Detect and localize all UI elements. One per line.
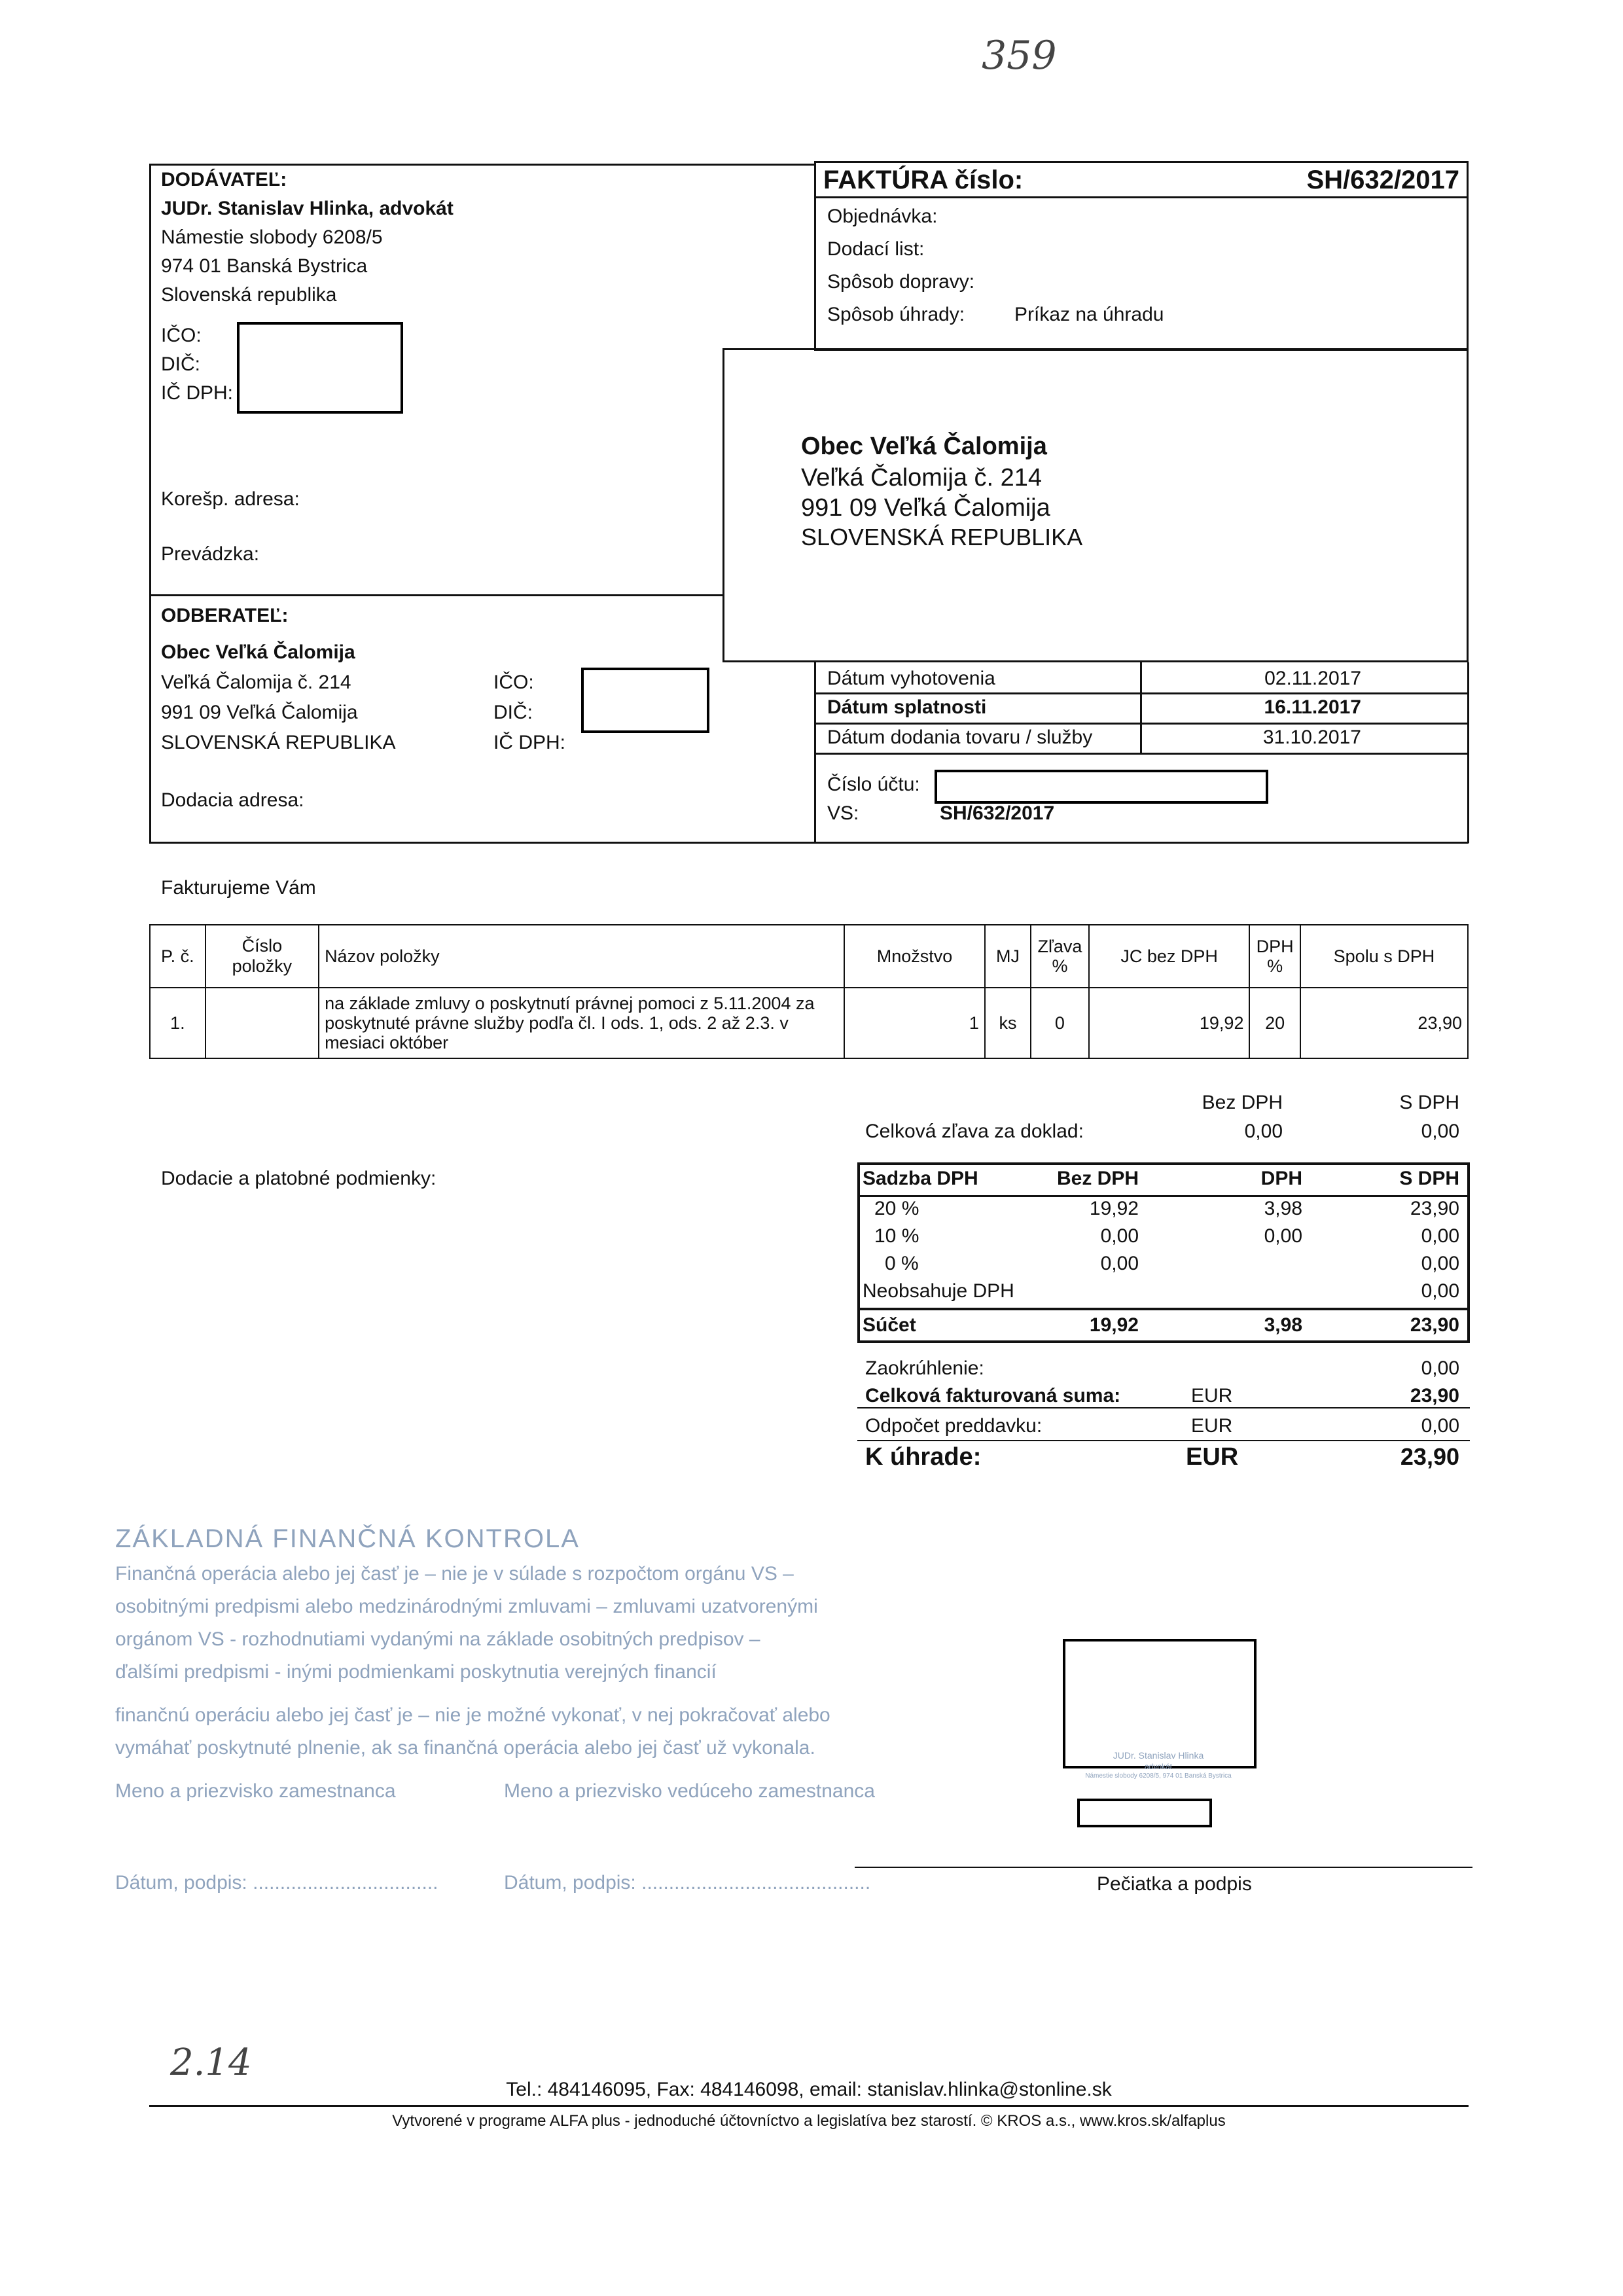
discount-s-header: S DPH	[1399, 1092, 1459, 1113]
vat-row-20-vat: 3,98	[1264, 1198, 1302, 1219]
total-currency: EUR	[1191, 1385, 1233, 1407]
supplier-dic-label: DIČ:	[161, 353, 200, 375]
discount-s-value: 0,00	[1421, 1121, 1459, 1142]
control-stamp-date-label-1: Dátum, podpis: ..................................	[115, 1872, 438, 1893]
company-stamp-line-3: Námestie slobody 6208/5, 974 01 Banská Bystrica	[1085, 1772, 1232, 1780]
vat-header-rate: Sadzba DPH	[863, 1168, 978, 1189]
control-stamp-line-6: vymáhať poskytnuté plnenie, ak sa finančná operácia alebo jej časť už vykonala.	[115, 1737, 815, 1759]
supplier-ico-label: IČO:	[161, 325, 202, 346]
col-header-unit: MJ	[985, 925, 1031, 988]
control-stamp-line-1: Finančná operácia alebo jej časť je – nie je v súlade s rozpočtom orgánu VS –	[115, 1563, 794, 1585]
handwritten-note: 2.14	[170, 2041, 252, 2084]
vat-row-10-total: 0,00	[1421, 1225, 1459, 1247]
control-stamp-date-label-2: Dátum, podpis: ..........................................	[504, 1872, 871, 1893]
intro-text: Fakturujeme Vám	[161, 877, 316, 899]
discount-bez-value: 0,00	[1244, 1121, 1283, 1142]
date-delivery-value: 31.10.2017	[1262, 726, 1361, 748]
vat-row-20-total: 23,90	[1410, 1198, 1459, 1219]
supplier-bottom-rule	[149, 594, 722, 596]
supplier-ids-redaction	[237, 322, 403, 414]
invoice-transport-label: Spôsob dopravy:	[827, 271, 975, 293]
item-total: 23,90	[1300, 988, 1468, 1058]
account-label: Číslo účtu:	[827, 774, 920, 795]
customer-street: Veľká Čalomija č. 214	[161, 672, 351, 693]
company-stamp-redaction	[1077, 1799, 1212, 1827]
recipient-city: 991 09 Veľká Čalomija	[801, 494, 1050, 522]
recipient-street: Veľká Čalomija č. 214	[801, 464, 1043, 492]
vat-row-20-base: 19,92	[1089, 1198, 1139, 1219]
control-stamp-title: ZÁKLADNÁ FINANČNÁ KONTROLA	[115, 1524, 580, 1553]
item-name: na základe zmluvy o poskytnutí právnej pomoci z 5.11.2004 za poskytnuté právne služby podľa čl. I ods. 1, ods. 2 až 2.3. v mesiaci október	[319, 988, 844, 1058]
supplier-koresp-label: Korešp. adresa:	[161, 488, 300, 510]
col-header-vat-rate: DPH %	[1249, 925, 1300, 988]
invoice-title: FAKTÚRA číslo:	[823, 166, 1024, 194]
signature-redaction	[1063, 1639, 1257, 1768]
conditions-label: Dodacie a platobné podmienky:	[161, 1168, 437, 1189]
customer-dic-label: DIČ:	[493, 702, 533, 723]
advance-value: 0,00	[1421, 1415, 1459, 1437]
customer-name: Obec Veľká Čalomija	[161, 641, 355, 663]
items-header-row	[150, 925, 1468, 988]
supplier-heading: DODÁVATEĽ:	[161, 169, 287, 190]
item-discount: 0	[1031, 988, 1089, 1058]
date-issued-label: Dátum vyhotovenia	[827, 668, 995, 689]
invoice-delivery-note-label: Dodací list:	[827, 238, 925, 260]
table-row	[150, 988, 1468, 1058]
date-due-label: Dátum splatnosti	[827, 696, 987, 718]
signature-label: Pečiatka a podpis	[1097, 1873, 1252, 1895]
total-label: Celková fakturovaná suma:	[865, 1385, 1121, 1407]
col-header-discount: Zľava %	[1031, 925, 1089, 988]
company-stamp-line-1: JUDr. Stanislav Hlinka	[1113, 1750, 1204, 1761]
footer-contact: Tel.: 484146095, Fax: 484146098, email: stanislav.hlinka@stonline.sk	[506, 2079, 1112, 2100]
invoice-payment-method-value: Príkaz na úhradu	[1014, 304, 1164, 325]
vat-row-10-vat: 0,00	[1264, 1225, 1302, 1247]
supplier-street: Námestie slobody 6208/5	[161, 226, 383, 248]
amount-due-value: 23,90	[1400, 1443, 1459, 1470]
amount-due-currency: EUR	[1186, 1443, 1239, 1471]
date-due-value: 16.11.2017	[1264, 696, 1361, 718]
items-table	[149, 924, 1469, 1059]
advance-currency: EUR	[1191, 1415, 1233, 1437]
company-stamp-line-2: advokát	[1144, 1762, 1173, 1771]
item-vat-rate: 20	[1249, 988, 1300, 1058]
item-unit-price: 19,92	[1089, 988, 1250, 1058]
invoice-title-rule	[814, 196, 1469, 198]
col-header-pc: P. č.	[150, 925, 205, 988]
col-header-unit-price: JC bez DPH	[1089, 925, 1250, 988]
control-stamp-name-label-1: Meno a priezvisko zamestnanca	[115, 1780, 396, 1802]
vs-label: VS:	[827, 802, 859, 824]
customer-icdph-label: IČ DPH:	[493, 732, 566, 753]
col-header-item-name: Názov položky	[319, 925, 844, 988]
item-quantity: 1	[844, 988, 985, 1058]
customer-heading: ODBERATEĽ:	[161, 605, 289, 626]
amount-due-label: K úhrade:	[865, 1443, 982, 1471]
rounding-label: Zaokrúhlenie:	[865, 1357, 984, 1379]
vat-header-vat: DPH	[1260, 1168, 1302, 1189]
total-rule	[857, 1407, 1470, 1408]
account-redaction	[935, 770, 1268, 804]
control-stamp-line-2: osobitnými predpismi alebo medzinárodnými zmluvami – zmluvami uzatvorenými	[115, 1596, 818, 1617]
supplier-city: 974 01 Banská Bystrica	[161, 255, 368, 277]
supplier-prevadzka-label: Prevádzka:	[161, 543, 260, 565]
control-stamp-line-3: orgánom VS - rozhodnutiami vydanými na základe osobitných predpisov –	[115, 1628, 760, 1650]
rounding-value: 0,00	[1421, 1357, 1459, 1379]
total-value: 23,90	[1410, 1385, 1459, 1407]
footer-software: Vytvorené v programe ALFA plus - jednoduché účtovníctvo a legislatíva bez starostí. © KROS a.s., www.kros.sk/alfaplus	[392, 2112, 1226, 2130]
vat-row-none-total: 0,00	[1421, 1280, 1459, 1302]
supplier-icdph-label: IČ DPH:	[161, 382, 234, 404]
supplier-country: Slovenská republika	[161, 284, 337, 306]
supplier-name: JUDr. Stanislav Hlinka, advokát	[161, 198, 454, 219]
vat-header-rule	[857, 1195, 1470, 1197]
vat-sum-rule	[857, 1308, 1470, 1310]
vat-header-base: Bez DPH	[1056, 1168, 1139, 1189]
vat-row-none-rate: Neobsahuje DPH	[863, 1280, 1014, 1302]
col-header-quantity: Množstvo	[844, 925, 985, 988]
vat-row-20-rate: 20 %	[874, 1198, 919, 1219]
item-pc: 1.	[150, 988, 205, 1058]
signature-rule	[855, 1867, 1472, 1868]
discount-bez-header: Bez DPH	[1202, 1092, 1283, 1113]
control-stamp-name-label-2: Meno a priezvisko vedúceho zamestnanca	[504, 1780, 875, 1802]
vat-sum-vat: 3,98	[1264, 1314, 1302, 1336]
control-stamp-line-4: ďalšími predpismi - inými podmienkami poskytnutia verejných financií	[115, 1661, 717, 1683]
customer-country: SLOVENSKÁ REPUBLIKA	[161, 732, 396, 753]
customer-city: 991 09 Veľká Čalomija	[161, 702, 358, 723]
col-header-total: Spolu s DPH	[1300, 925, 1468, 988]
footer-rule	[149, 2105, 1469, 2107]
item-unit: ks	[985, 988, 1031, 1058]
vat-row-0-rate: 0 %	[885, 1253, 919, 1274]
vat-sum-label: Súčet	[863, 1314, 916, 1336]
handwritten-page-number: 359	[982, 33, 1057, 79]
advance-rule	[857, 1440, 1470, 1441]
discount-label: Celková zľava za doklad:	[865, 1121, 1084, 1142]
header-top-rule	[149, 164, 814, 166]
col-header-item-number: Číslo položky	[205, 925, 319, 988]
vat-row-10-rate: 10 %	[874, 1225, 919, 1247]
vs-value: SH/632/2017	[940, 802, 1055, 824]
vat-row-0-total: 0,00	[1421, 1253, 1459, 1274]
recipient-country: SLOVENSKÁ REPUBLIKA	[801, 524, 1083, 550]
date-issued-value: 02.11.2017	[1264, 668, 1361, 689]
customer-delivery-label: Dodacia adresa:	[161, 789, 304, 811]
vat-sum-base: 19,92	[1089, 1314, 1139, 1336]
recipient-name: Obec Veľká Čalomija	[801, 433, 1047, 460]
advance-label: Odpočet preddavku:	[865, 1415, 1043, 1437]
customer-ids-redaction	[581, 668, 709, 733]
supplier-left-border	[149, 164, 151, 843]
invoice-payment-method-label: Spôsob úhrady:	[827, 304, 965, 325]
vat-header-total: S DPH	[1399, 1168, 1459, 1189]
invoice-number: SH/632/2017	[1306, 166, 1459, 194]
vat-row-10-base: 0,00	[1100, 1225, 1139, 1247]
date-delivery-label: Dátum dodania tovaru / služby	[827, 726, 1093, 748]
item-number	[205, 988, 319, 1058]
invoice-order-label: Objednávka:	[827, 206, 938, 227]
control-stamp-line-5: finančnú operáciu alebo jej časť je – nie je možné vykonať, v nej pokračovať alebo	[115, 1704, 830, 1726]
dates-column-divider	[1140, 662, 1142, 754]
vat-row-0-base: 0,00	[1100, 1253, 1139, 1274]
vat-sum-total: 23,90	[1410, 1314, 1459, 1336]
customer-bottom-rule	[149, 842, 1469, 844]
customer-ico-label: IČO:	[493, 672, 534, 693]
